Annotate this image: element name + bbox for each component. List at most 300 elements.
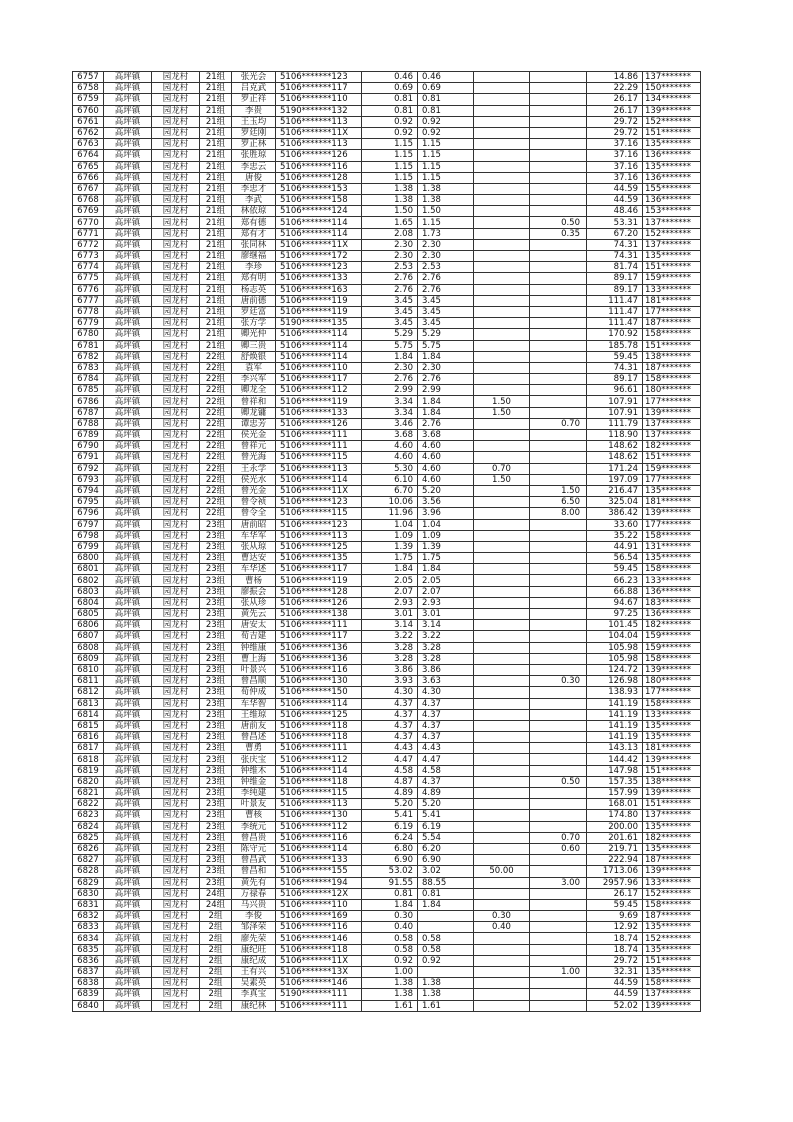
- cell-phone: 181*******: [643, 743, 701, 754]
- cell-total-area: 0.92: [362, 127, 418, 138]
- cell-phone: 158*******: [643, 530, 701, 541]
- cell-row-no: 6831: [73, 899, 104, 910]
- cell-amount: 89.17: [587, 374, 643, 385]
- cell-village: 园龙村: [152, 664, 200, 675]
- table-row: [73, 150, 701, 161]
- cell-name: 曾昌和: [232, 866, 276, 877]
- cell-town: 高坪镇: [104, 385, 152, 396]
- table-row: [73, 810, 701, 821]
- cell-amount: 66.88: [587, 586, 643, 597]
- cell-row-no: 6789: [73, 430, 104, 441]
- cell-area-c: [530, 631, 587, 642]
- cell-total-area: 3.34: [362, 407, 418, 418]
- cell-area-c: [530, 239, 587, 250]
- table-row: [73, 597, 701, 608]
- cell-area-c: [530, 653, 587, 664]
- cell-town: 高坪镇: [104, 497, 152, 508]
- cell-group: 23组: [200, 597, 232, 608]
- cell-area-b: [474, 441, 530, 452]
- cell-phone: 155*******: [643, 183, 701, 194]
- cell-name: 舒焕银: [232, 351, 276, 362]
- cell-total-area: 0.81: [362, 105, 418, 116]
- cell-amount: 107.91: [587, 407, 643, 418]
- cell-amount: 105.98: [587, 653, 643, 664]
- cell-village: 园龙村: [152, 620, 200, 631]
- cell-row-no: 6805: [73, 609, 104, 620]
- cell-group: 23组: [200, 519, 232, 530]
- cell-area-b: 0.70: [474, 463, 530, 474]
- cell-row-no: 6766: [73, 172, 104, 183]
- cell-phone: 135*******: [643, 161, 701, 172]
- cell-id-number: 5106*******114: [276, 217, 362, 228]
- cell-village: 园龙村: [152, 150, 200, 161]
- cell-amount: 35.22: [587, 530, 643, 541]
- cell-name: 曾昌武: [232, 855, 276, 866]
- table-row: [73, 967, 701, 978]
- cell-area-b: [474, 631, 530, 642]
- cell-group: 22组: [200, 497, 232, 508]
- cell-area-c: [530, 362, 587, 373]
- cell-area-c: [530, 351, 587, 362]
- cell-phone: 187*******: [643, 911, 701, 922]
- cell-town: 高坪镇: [104, 351, 152, 362]
- cell-id-number: 5106*******123: [276, 262, 362, 273]
- cell-name: 叶景兴: [232, 664, 276, 675]
- cell-amount: 138.93: [587, 687, 643, 698]
- cell-name: 张从珍: [232, 597, 276, 608]
- cell-amount: 89.17: [587, 284, 643, 295]
- cell-area-a: 4.60: [418, 452, 474, 463]
- cell-area-c: 6.50: [530, 497, 587, 508]
- cell-id-number: 5106*******111: [276, 430, 362, 441]
- cell-area-a: 2.76: [418, 374, 474, 385]
- cell-row-no: 6840: [73, 1000, 104, 1011]
- table-row: [73, 217, 701, 228]
- cell-total-area: 1.75: [362, 553, 418, 564]
- cell-village: 园龙村: [152, 385, 200, 396]
- cell-total-area: 3.45: [362, 318, 418, 329]
- cell-amount: 59.45: [587, 351, 643, 362]
- cell-name: 卿龙全: [232, 385, 276, 396]
- cell-group: 2组: [200, 1000, 232, 1011]
- cell-amount: 14.86: [587, 72, 643, 83]
- cell-name: 张光会: [232, 72, 276, 83]
- cell-town: 高坪镇: [104, 116, 152, 127]
- cell-group: 2组: [200, 955, 232, 966]
- cell-area-a: 1.38: [418, 183, 474, 194]
- cell-area-b: [474, 967, 530, 978]
- cell-phone: 135*******: [643, 251, 701, 262]
- cell-town: 高坪镇: [104, 306, 152, 317]
- cell-village: 园龙村: [152, 217, 200, 228]
- table-row: [73, 586, 701, 597]
- cell-village: 园龙村: [152, 374, 200, 385]
- cell-total-area: 0.58: [362, 944, 418, 955]
- cell-total-area: 2.30: [362, 362, 418, 373]
- cell-phone: 187*******: [643, 855, 701, 866]
- cell-area-b: [474, 687, 530, 698]
- cell-row-no: 6773: [73, 251, 104, 262]
- cell-area-c: [530, 911, 587, 922]
- table-row: [73, 911, 701, 922]
- cell-id-number: 5106*******118: [276, 776, 362, 787]
- cell-row-no: 6767: [73, 183, 104, 194]
- cell-id-number: 5106*******113: [276, 799, 362, 810]
- cell-area-c: [530, 172, 587, 183]
- cell-amount: 96.61: [587, 385, 643, 396]
- cell-area-c: 0.30: [530, 676, 587, 687]
- cell-village: 园龙村: [152, 139, 200, 150]
- cell-area-b: [474, 799, 530, 810]
- cell-area-b: [474, 228, 530, 239]
- cell-area-b: [474, 933, 530, 944]
- cell-area-a: 0.69: [418, 83, 474, 94]
- cell-area-c: [530, 541, 587, 552]
- cell-total-area: 0.81: [362, 888, 418, 899]
- table-row: [73, 530, 701, 541]
- cell-group: 22组: [200, 385, 232, 396]
- cell-village: 园龙村: [152, 597, 200, 608]
- cell-id-number: 5106*******138: [276, 609, 362, 620]
- cell-phone: 151*******: [643, 452, 701, 463]
- table-row: [73, 485, 701, 496]
- cell-id-number: 5106*******112: [276, 821, 362, 832]
- cell-name: 郑有德: [232, 217, 276, 228]
- cell-group: 21组: [200, 183, 232, 194]
- cell-village: 园龙村: [152, 541, 200, 552]
- cell-area-a: 0.58: [418, 944, 474, 955]
- cell-area-b: [474, 553, 530, 564]
- cell-area-b: [474, 776, 530, 787]
- cell-id-number: 5106*******111: [276, 620, 362, 631]
- cell-name: 罗廷刚: [232, 127, 276, 138]
- cell-area-c: [530, 295, 587, 306]
- table-row: [73, 642, 701, 653]
- cell-row-no: 6834: [73, 933, 104, 944]
- cell-total-area: 1.38: [362, 978, 418, 989]
- cell-id-number: 5106*******153: [276, 183, 362, 194]
- cell-amount: 111.47: [587, 295, 643, 306]
- cell-town: 高坪镇: [104, 530, 152, 541]
- table-row: [73, 161, 701, 172]
- cell-town: 高坪镇: [104, 821, 152, 832]
- cell-amount: 141.19: [587, 709, 643, 720]
- table-row: [73, 553, 701, 564]
- cell-name: 郑有明: [232, 273, 276, 284]
- cell-amount: 201.61: [587, 832, 643, 843]
- cell-name: 李俊: [232, 911, 276, 922]
- cell-name: 林依琼: [232, 206, 276, 217]
- cell-amount: 37.16: [587, 150, 643, 161]
- cell-group: 21组: [200, 239, 232, 250]
- cell-group: 21组: [200, 94, 232, 105]
- cell-row-no: 6778: [73, 306, 104, 317]
- cell-area-a: 1.61: [418, 1000, 474, 1011]
- cell-area-b: [474, 586, 530, 597]
- cell-amount: 219.71: [587, 843, 643, 854]
- cell-phone: 158*******: [643, 564, 701, 575]
- cell-town: 高坪镇: [104, 922, 152, 933]
- cell-area-c: [530, 810, 587, 821]
- cell-area-b: [474, 597, 530, 608]
- cell-town: 高坪镇: [104, 139, 152, 150]
- cell-group: 22组: [200, 508, 232, 519]
- cell-area-b: [474, 888, 530, 899]
- cell-phone: 135*******: [643, 922, 701, 933]
- cell-amount: 101.45: [587, 620, 643, 631]
- cell-area-c: [530, 116, 587, 127]
- cell-name: 荀仲成: [232, 687, 276, 698]
- cell-area-a: 6.90: [418, 855, 474, 866]
- cell-name: 唐前友: [232, 720, 276, 731]
- cell-amount: 48.46: [587, 206, 643, 217]
- cell-row-no: 6818: [73, 754, 104, 765]
- table-row: [73, 653, 701, 664]
- cell-amount: 148.62: [587, 441, 643, 452]
- cell-town: 高坪镇: [104, 631, 152, 642]
- cell-phone: 152*******: [643, 116, 701, 127]
- cell-phone: 135*******: [643, 553, 701, 564]
- cell-town: 高坪镇: [104, 788, 152, 799]
- cell-phone: 182*******: [643, 620, 701, 631]
- cell-id-number: 5106*******113: [276, 116, 362, 127]
- cell-area-a: 1.84: [418, 407, 474, 418]
- cell-total-area: 0.40: [362, 922, 418, 933]
- cell-area-c: 0.70: [530, 832, 587, 843]
- cell-group: 22组: [200, 474, 232, 485]
- cell-id-number: 5106*******111: [276, 743, 362, 754]
- cell-amount: 170.92: [587, 329, 643, 340]
- cell-area-b: [474, 1000, 530, 1011]
- cell-phone: 158*******: [643, 698, 701, 709]
- table-row: [73, 575, 701, 586]
- cell-area-b: [474, 340, 530, 351]
- cell-area-c: [530, 944, 587, 955]
- cell-group: 21组: [200, 273, 232, 284]
- cell-name: 袁军: [232, 362, 276, 373]
- cell-area-c: [530, 687, 587, 698]
- cell-phone: 135*******: [643, 944, 701, 955]
- cell-area-a: 4.43: [418, 743, 474, 754]
- cell-total-area: 1.15: [362, 139, 418, 150]
- cell-total-area: 6.10: [362, 474, 418, 485]
- cell-name: 张方学: [232, 318, 276, 329]
- cell-row-no: 6833: [73, 922, 104, 933]
- cell-area-c: [530, 183, 587, 194]
- table-row: [73, 843, 701, 854]
- cell-total-area: 4.37: [362, 709, 418, 720]
- cell-group: 21组: [200, 318, 232, 329]
- cell-village: 园龙村: [152, 127, 200, 138]
- cell-id-number: 5106*******11X: [276, 127, 362, 138]
- cell-town: 高坪镇: [104, 866, 152, 877]
- cell-area-c: [530, 430, 587, 441]
- cell-phone: 137*******: [643, 72, 701, 83]
- cell-area-a: 0.92: [418, 955, 474, 966]
- cell-area-a: 4.30: [418, 687, 474, 698]
- cell-row-no: 6759: [73, 94, 104, 105]
- cell-row-no: 6762: [73, 127, 104, 138]
- cell-amount: 141.19: [587, 698, 643, 709]
- cell-group: 2组: [200, 922, 232, 933]
- cell-total-area: 2.08: [362, 228, 418, 239]
- cell-area-a: 5.75: [418, 340, 474, 351]
- cell-area-c: [530, 720, 587, 731]
- cell-area-c: [530, 374, 587, 385]
- cell-town: 高坪镇: [104, 877, 152, 888]
- cell-name: 吕克武: [232, 83, 276, 94]
- cell-phone: 135*******: [643, 821, 701, 832]
- cell-town: 高坪镇: [104, 888, 152, 899]
- cell-id-number: 5106*******150: [276, 687, 362, 698]
- cell-area-b: [474, 83, 530, 94]
- cell-area-c: [530, 888, 587, 899]
- cell-group: 22组: [200, 374, 232, 385]
- cell-area-c: [530, 318, 587, 329]
- cell-area-b: [474, 206, 530, 217]
- cell-area-c: [530, 105, 587, 116]
- cell-village: 园龙村: [152, 888, 200, 899]
- cell-town: 高坪镇: [104, 452, 152, 463]
- cell-village: 园龙村: [152, 586, 200, 597]
- cell-name: 车华智: [232, 698, 276, 709]
- cell-area-b: [474, 485, 530, 496]
- cell-row-no: 6758: [73, 83, 104, 94]
- cell-town: 高坪镇: [104, 474, 152, 485]
- cell-total-area: 0.69: [362, 83, 418, 94]
- cell-town: 高坪镇: [104, 463, 152, 474]
- cell-amount: 9.69: [587, 911, 643, 922]
- cell-phone: 151*******: [643, 955, 701, 966]
- cell-town: 高坪镇: [104, 262, 152, 273]
- cell-row-no: 6784: [73, 374, 104, 385]
- cell-amount: 200.00: [587, 821, 643, 832]
- table-row: [73, 116, 701, 127]
- cell-area-a: 5.20: [418, 485, 474, 496]
- cell-group: 2组: [200, 989, 232, 1000]
- cell-total-area: 5.75: [362, 340, 418, 351]
- cell-total-area: 3.68: [362, 430, 418, 441]
- cell-area-b: [474, 810, 530, 821]
- cell-area-b: [474, 664, 530, 675]
- table-row: [73, 698, 701, 709]
- cell-town: 高坪镇: [104, 765, 152, 776]
- cell-area-a: 1.38: [418, 989, 474, 1000]
- cell-group: 23组: [200, 799, 232, 810]
- cell-town: 高坪镇: [104, 899, 152, 910]
- cell-group: 23组: [200, 877, 232, 888]
- cell-area-c: 0.50: [530, 776, 587, 787]
- cell-town: 高坪镇: [104, 72, 152, 83]
- cell-phone: 159*******: [643, 463, 701, 474]
- cell-group: 21组: [200, 217, 232, 228]
- cell-village: 园龙村: [152, 340, 200, 351]
- cell-amount: 74.31: [587, 239, 643, 250]
- cell-village: 园龙村: [152, 228, 200, 239]
- cell-row-no: 6771: [73, 228, 104, 239]
- cell-name: 张同林: [232, 239, 276, 250]
- table-row: [73, 888, 701, 899]
- table-row: [73, 251, 701, 262]
- cell-id-number: 5106*******110: [276, 94, 362, 105]
- cell-phone: 139*******: [643, 664, 701, 675]
- cell-id-number: 5106*******115: [276, 452, 362, 463]
- cell-name: 曹勇: [232, 743, 276, 754]
- cell-group: 23组: [200, 664, 232, 675]
- cell-id-number: 5106*******112: [276, 385, 362, 396]
- cell-row-no: 6777: [73, 295, 104, 306]
- cell-name: 李武: [232, 195, 276, 206]
- cell-town: 高坪镇: [104, 83, 152, 94]
- cell-id-number: 5106*******116: [276, 161, 362, 172]
- cell-area-a: 1.84: [418, 351, 474, 362]
- table-row: [73, 72, 701, 83]
- cell-area-b: [474, 251, 530, 262]
- cell-area-c: [530, 139, 587, 150]
- cell-area-c: [530, 899, 587, 910]
- cell-area-c: [530, 72, 587, 83]
- cell-village: 园龙村: [152, 709, 200, 720]
- cell-row-no: 6761: [73, 116, 104, 127]
- cell-town: 高坪镇: [104, 183, 152, 194]
- cell-name: 马兴贵: [232, 899, 276, 910]
- cell-id-number: 5106*******130: [276, 676, 362, 687]
- cell-id-number: 5106*******119: [276, 306, 362, 317]
- cell-village: 园龙村: [152, 855, 200, 866]
- cell-village: 园龙村: [152, 732, 200, 743]
- cell-amount: 325.04: [587, 497, 643, 508]
- cell-area-c: [530, 519, 587, 530]
- table-row: [73, 195, 701, 206]
- cell-area-b: [474, 653, 530, 664]
- cell-town: 高坪镇: [104, 418, 152, 429]
- cell-total-area: 2.76: [362, 374, 418, 385]
- cell-town: 高坪镇: [104, 329, 152, 340]
- cell-area-b: [474, 620, 530, 631]
- cell-amount: 105.98: [587, 642, 643, 653]
- cell-total-area: 6.80: [362, 843, 418, 854]
- cell-area-a: 4.37: [418, 776, 474, 787]
- cell-phone: 138*******: [643, 351, 701, 362]
- cell-name: 罗正林: [232, 139, 276, 150]
- cell-area-b: [474, 530, 530, 541]
- cell-phone: 177*******: [643, 474, 701, 485]
- cell-group: 23组: [200, 530, 232, 541]
- table-row: [73, 832, 701, 843]
- cell-total-area: 3.93: [362, 676, 418, 687]
- cell-group: 23组: [200, 575, 232, 586]
- cell-village: 园龙村: [152, 72, 200, 83]
- cell-amount: 143.13: [587, 743, 643, 754]
- cell-area-c: [530, 463, 587, 474]
- cell-town: 高坪镇: [104, 597, 152, 608]
- table-row: [73, 284, 701, 295]
- cell-area-b: [474, 609, 530, 620]
- cell-phone: 133*******: [643, 709, 701, 720]
- cell-village: 园龙村: [152, 239, 200, 250]
- cell-area-c: [530, 575, 587, 586]
- cell-total-area: 0.30: [362, 911, 418, 922]
- cell-area-b: 50.00: [474, 866, 530, 877]
- cell-row-no: 6786: [73, 396, 104, 407]
- cell-village: 园龙村: [152, 452, 200, 463]
- table-row: [73, 676, 701, 687]
- cell-id-number: 5106*******110: [276, 362, 362, 373]
- cell-village: 园龙村: [152, 810, 200, 821]
- cell-name: 张庆宝: [232, 754, 276, 765]
- cell-row-no: 6829: [73, 877, 104, 888]
- cell-total-area: 4.43: [362, 743, 418, 754]
